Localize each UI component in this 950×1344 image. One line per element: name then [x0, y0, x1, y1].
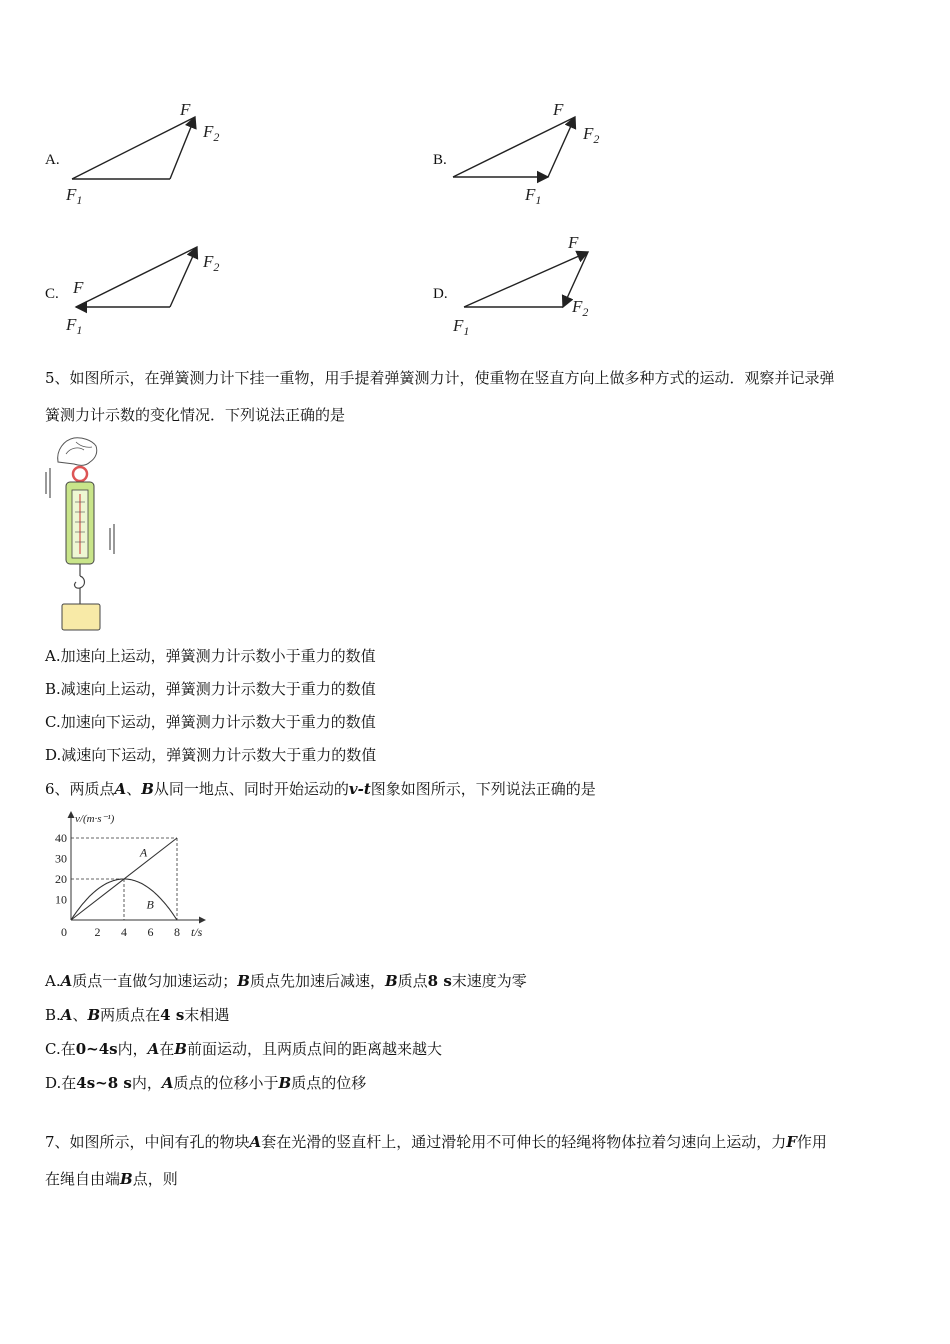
f-vector: [464, 252, 588, 307]
f1-label: $F_1$: [453, 316, 470, 338]
y-tick-label: 10: [55, 892, 67, 907]
q6-option-a: A.A质点一直做匀加速运动；B质点先加速后减速，B质点8 s末速度为零: [45, 972, 527, 990]
f-label: F: [568, 233, 579, 252]
q6-option-d: D.在4s~8 s内，A质点的位移小于B质点的位移: [45, 1074, 367, 1092]
f-vector: [72, 117, 195, 179]
f1-label: $F_1$: [66, 315, 83, 337]
f-label: F: [553, 100, 564, 119]
q6-stem: 6、两质点A、B从同一地点、同时开始运动的v-t图象如图所示，下列说法正确的是: [45, 780, 596, 798]
f2-label: $F_2$: [583, 124, 600, 146]
q5-stem-line1: 5、如图所示，在弹簧测力计下挂一重物，用手提着弹簧测力计，使重物在竖直方向上做多种方式的运动．观察并记录弹: [45, 369, 835, 387]
option-d-force-diagram: [450, 230, 630, 345]
y-axis-label: v/(m·s⁻¹): [75, 813, 115, 825]
q5-option-c: C.加速向下运动，弹簧测力计示数大于重力的数值: [45, 713, 376, 731]
f2-label: $F_2$: [203, 252, 220, 274]
q5-stem-line2: 簧测力计示数的变化情况．下列说法正确的是: [45, 406, 346, 424]
y-tick-label: 30: [55, 851, 67, 866]
x-tick-label: 6: [147, 925, 154, 939]
y-tick-label: 20: [55, 872, 67, 886]
f-vector: [453, 117, 575, 177]
f2-vector: [548, 117, 575, 177]
x-axis-label: t/s: [191, 925, 203, 939]
q7-stem-line1: 7、如图所示，中间有孔的物块A套在光滑的竖直杆上，通过滑轮用不可伸长的轻绳将物体拉着匀速向上运动，力F作用: [45, 1133, 827, 1151]
option-b-force-diagram: [450, 95, 630, 215]
x-tick-label: 2: [94, 925, 101, 939]
f2-vector: [170, 247, 197, 307]
f-label: F: [180, 100, 191, 119]
q5-option-a: A.加速向上运动，弹簧测力计示数小于重力的数值: [45, 647, 376, 665]
series-a-label: A: [139, 845, 148, 860]
f2-label: $F_2$: [203, 122, 220, 144]
spring-scale-illustration: [40, 432, 130, 634]
option-b-label: B.: [433, 152, 447, 168]
option-d-label: D.: [433, 286, 448, 302]
option-a-force-diagram: [60, 95, 240, 215]
option-c-label: C.: [45, 286, 59, 302]
origin-label: 0: [61, 925, 67, 939]
option-a-label: A.: [45, 152, 60, 168]
x-tick-label: 8: [174, 925, 180, 939]
q7-stem-line2: 在绳自由端B点，则: [45, 1170, 178, 1188]
q6-option-b: B.A、B两质点在4 s末相遇: [45, 1006, 230, 1024]
q5-option-b: B.减速向上运动，弹簧测力计示数大于重力的数值: [45, 680, 376, 698]
q5-option-d: D.减速向下运动，弹簧测力计示数大于重力的数值: [45, 746, 377, 764]
vt-graph: [40, 808, 220, 948]
f1-label: $F_1$: [66, 185, 83, 207]
f-label: F: [73, 278, 84, 297]
f-vector: [76, 247, 197, 307]
f2-vector: [170, 117, 195, 179]
x-tick-label: 4: [121, 925, 127, 939]
q6-option-c: C.在0~4s内，A在B前面运动，且两质点间的距离越来越大: [45, 1040, 442, 1058]
y-tick-label: 40: [55, 831, 67, 845]
f1-label: $F_1$: [525, 185, 542, 207]
f2-label: $F_2$: [572, 297, 589, 319]
series-b-label: B: [146, 897, 154, 912]
option-c-force-diagram: [60, 235, 240, 345]
